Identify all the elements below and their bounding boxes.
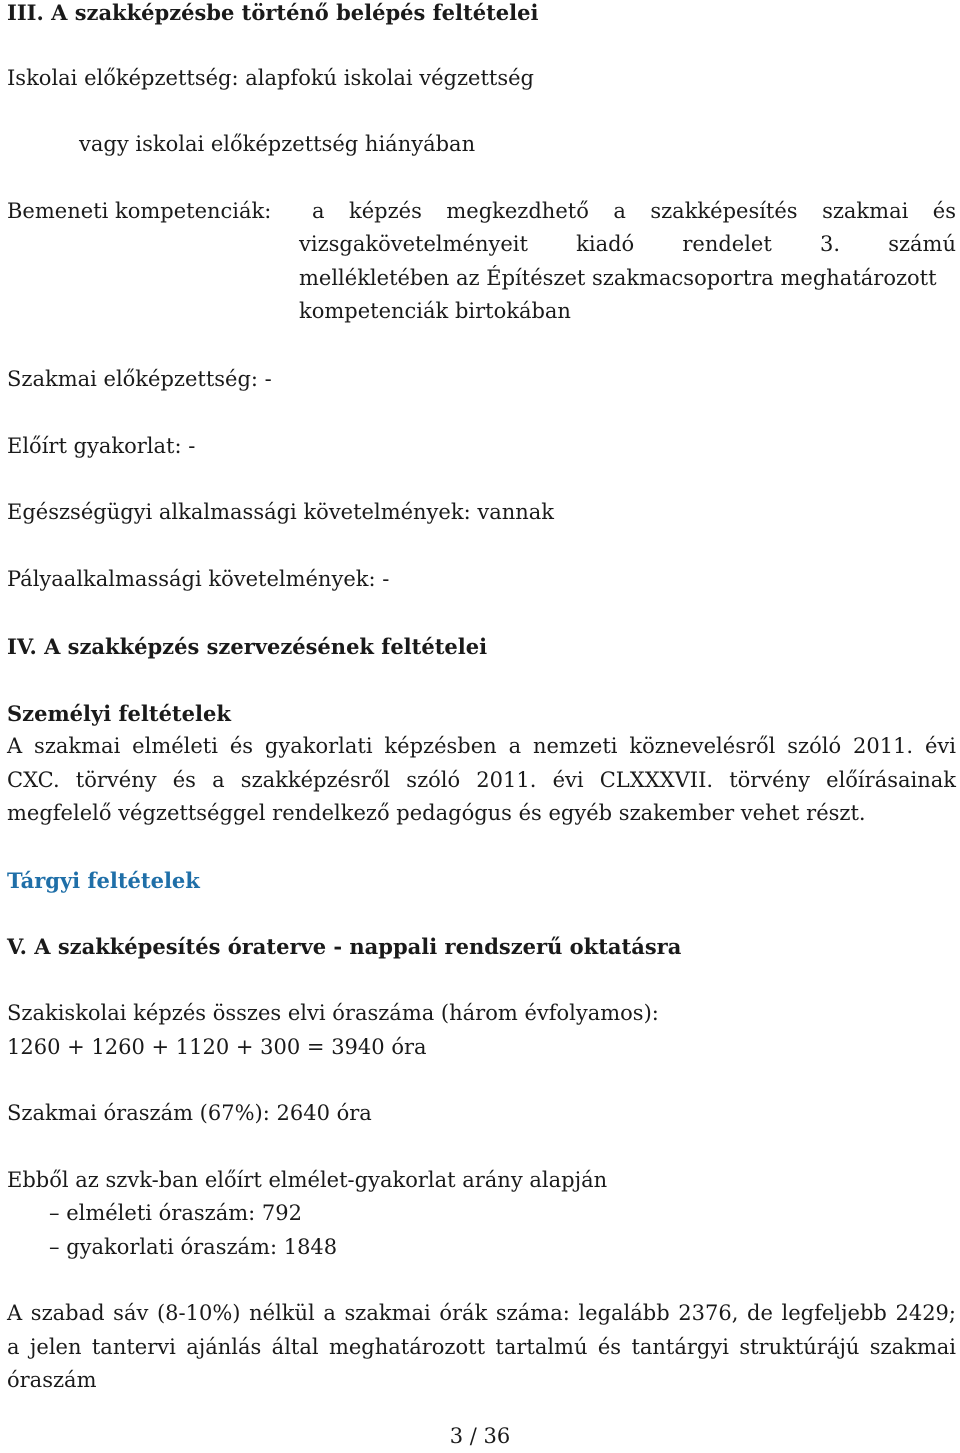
health-requirements: Egészségügyi alkalmassági követelmények: vannak [7, 500, 555, 524]
ratio-intro: Ebből az szvk-ban előírt elmélet-gyakorlat arány alapján [7, 1168, 608, 1192]
section-4-title: IV. A szakképzés szervezésének feltételei [7, 634, 488, 659]
total-hours-label: Szakiskolai képzés összes elvi óraszáma (három évfolyamos): [7, 1001, 659, 1025]
material-conditions-title: Tárgyi feltételek [7, 868, 200, 893]
free-band-line-1: A szabad sáv (8-10%) nélkül a szakmai órák száma: legalább 2376, de legfeljebb 2429; [7, 1301, 956, 1325]
free-band-line-2: a jelen tantervi ajánlás által meghatározott tartalmú és tantárgyi struktúrájú szakmai [7, 1335, 956, 1359]
required-practice: Előírt gyakorlat: - [7, 434, 196, 458]
total-hours-calculation: 1260 + 1260 + 1120 + 300 = 3940 óra [7, 1035, 427, 1059]
career-requirements: Pályaalkalmassági követelmények: - [7, 567, 390, 591]
theory-hours: elméleti óraszám: 792 [66, 1201, 302, 1225]
professional-prerequisite: Szakmai előképzettség: - [7, 367, 272, 391]
prerequisite-alternative: vagy iskolai előképzettség hiányában [79, 132, 476, 156]
page-number: 3 / 36 [449, 1424, 511, 1448]
practical-hours: gyakorlati óraszám: 1848 [66, 1235, 338, 1259]
personal-conditions-line-3: megfelelő végzettséggel rendelkező pedagógus és egyéb szakember vehet részt. [7, 801, 866, 825]
personal-conditions-line-1: A szakmai elméleti és gyakorlati képzésben a nemzeti köznevelésről szóló 2011. évi [7, 734, 956, 758]
entry-competencies-line-2: vizsgakövetelményeit kiadó rendelet 3. számú [299, 232, 956, 256]
entry-competencies-line-1: a képzés megkezdhető a szakképesítés szakmai és [312, 199, 956, 223]
dash-bullet: – [49, 1201, 67, 1225]
personal-conditions-line-2: CXC. törvény és a szakképzésről szóló 2011. évi CLXXXVII. törvény előírásainak [7, 768, 956, 792]
section-3-title: III. A szakképzésbe történő belépés feltételei [7, 0, 539, 25]
dash-bullet: – [49, 1235, 67, 1259]
practical-hours-item [49, 1231, 337, 1264]
theory-hours-item [49, 1197, 302, 1230]
personal-conditions-title: Személyi feltételek [7, 701, 231, 726]
entry-competencies-line-4: kompetenciák birtokában [299, 299, 571, 323]
entry-competencies-line-3: mellékletében az Építészet szakmacsoportra meghatározott [299, 266, 937, 290]
prerequisite-education: Iskolai előképzettség: alapfokú iskolai végzettség [7, 66, 534, 90]
free-band-line-3: óraszám [7, 1368, 97, 1392]
entry-competencies-label: Bemeneti kompetenciák: [7, 199, 272, 223]
professional-hours: Szakmai óraszám (67%): 2640 óra [7, 1101, 372, 1125]
section-5-title: V. A szakképesítés óraterve - nappali rendszerű oktatásra [7, 934, 682, 959]
